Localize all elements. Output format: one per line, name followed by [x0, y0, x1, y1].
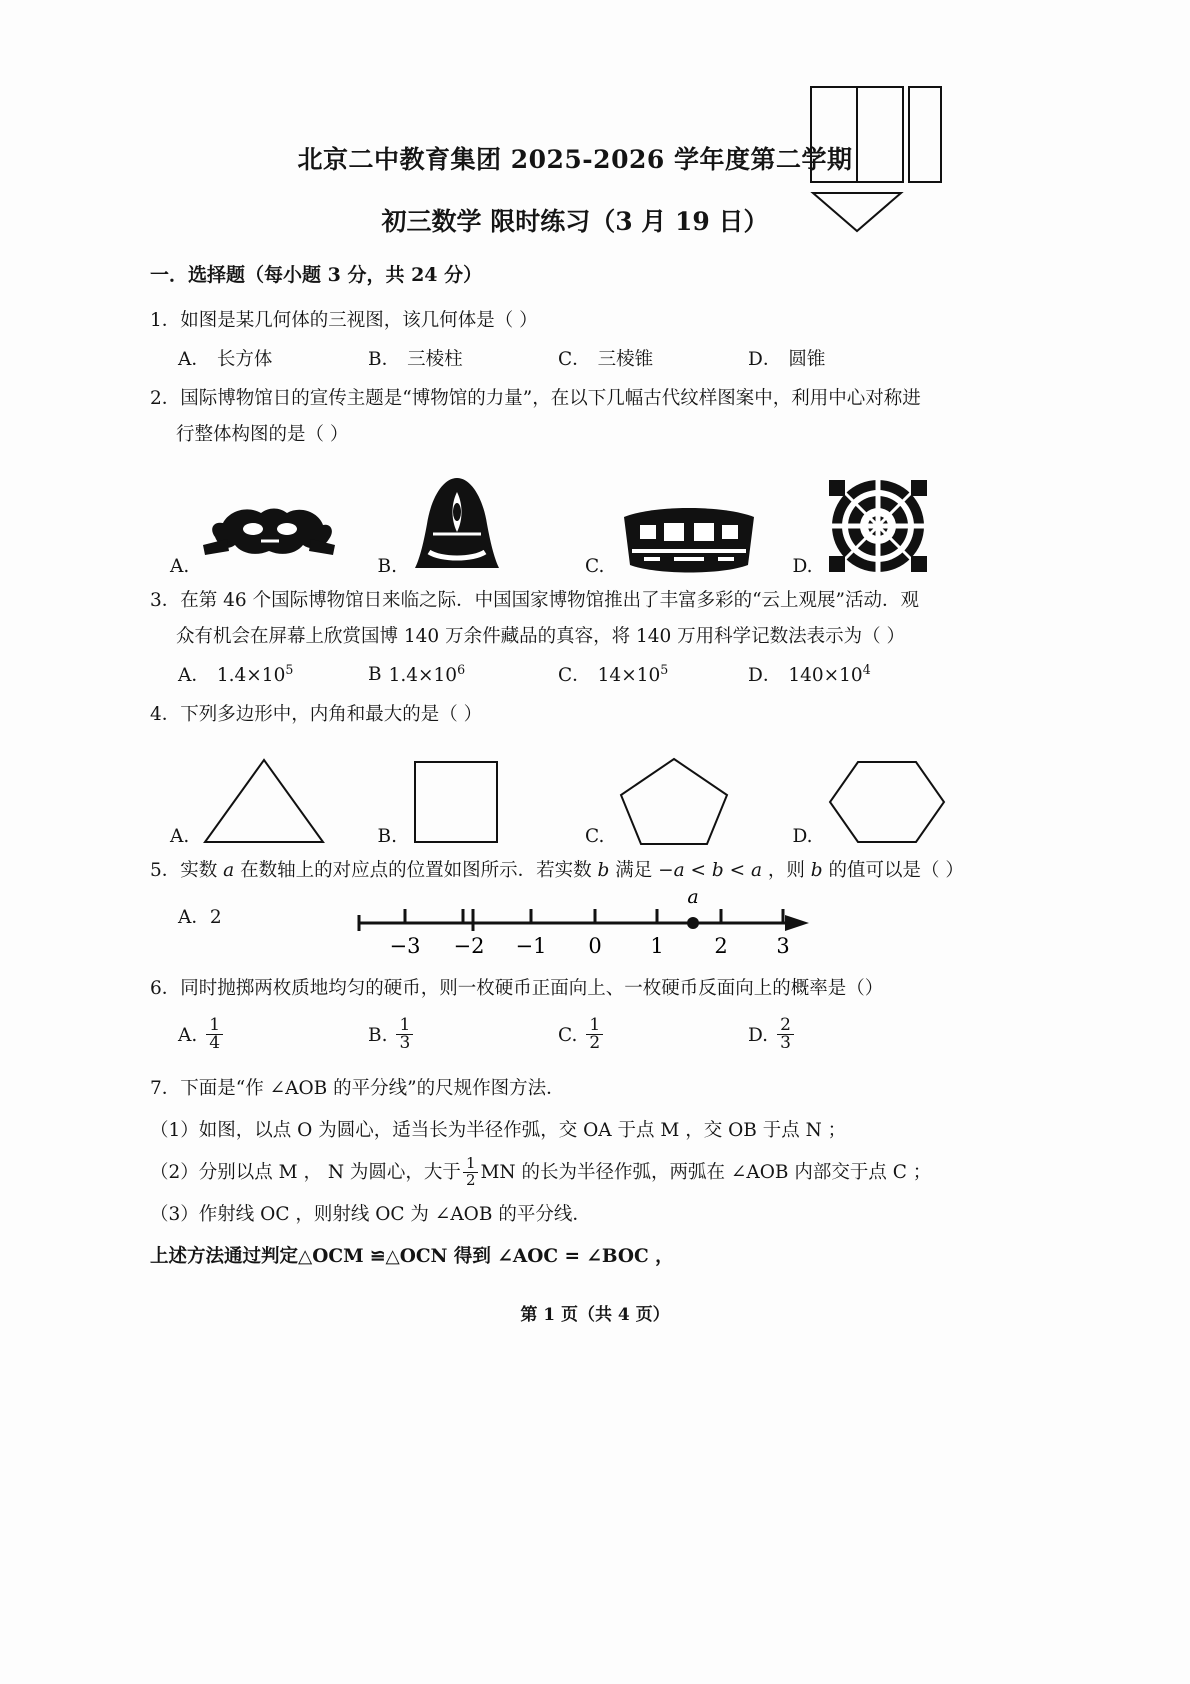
option-6-B[interactable] [368, 1014, 558, 1054]
question-4-options [150, 739, 1000, 849]
question-5-var-b1: b [597, 860, 610, 882]
question-5-var-b2: b [810, 860, 823, 882]
option-3-A-label: A． [178, 665, 210, 687]
option-4-D[interactable] [793, 754, 1001, 849]
question-1-stem: 如图是某几何体的三视图，该几何体是（ ） [180, 310, 538, 331]
option-6-C-fraction: $\frac{1}{2}$ [586, 1017, 603, 1053]
page-title-line1: 北京二中教育集团 2025-2026 学年度第二学期 [297, 145, 853, 174]
option-3-B-value: $1.4\times 10^6$ [388, 662, 466, 687]
option-2-A-label: A. [170, 556, 190, 578]
option-1-A[interactable] [178, 345, 368, 371]
question-3-options [150, 661, 1000, 687]
number-line-figure [345, 889, 815, 961]
question-2-stem-line2: 行整体构图的是（ ） [176, 424, 349, 446]
svg-text:−3: −3 [389, 934, 421, 959]
option-6-A-label: A. [178, 1024, 198, 1046]
option-6-B-label: B. [368, 1024, 388, 1046]
svg-text:2: 2 [714, 934, 728, 959]
option-3-B[interactable] [368, 661, 558, 687]
option-4-B-label: B. [377, 826, 397, 848]
pentagon-icon [614, 754, 739, 849]
question-6-number: 6． [150, 978, 181, 1000]
question-7-step-1: （1）如图，以点 O 为圆心，适当长为半径作弧，交 OA 于点 M ，交 OB 于点 N ； [150, 1120, 847, 1142]
option-6-D-label: D. [748, 1024, 769, 1046]
exam-sheet [150, 140, 1000, 1281]
option-6-D[interactable] [748, 1014, 938, 1054]
triangle-icon [199, 754, 329, 849]
round-pattern-icon [823, 474, 933, 579]
question-6-stem: 同时抛掷两枚质地均匀的硬币，则一枚硬币正面向上、一枚硬币反面向上的概率是（） [180, 978, 884, 1000]
option-2-C[interactable] [585, 499, 793, 579]
band-pattern-icon [614, 499, 764, 579]
option-2-D[interactable] [793, 474, 1001, 579]
option-2-A[interactable] [170, 489, 378, 579]
option-3-D-value: $140\times 10^4$ [788, 662, 871, 687]
question-4-number: 4． [150, 704, 181, 726]
option-5-A[interactable]: A．2 [178, 907, 222, 929]
option-4-C[interactable] [585, 754, 793, 849]
question-6 [150, 971, 1000, 1007]
question-5-number: 5． [150, 860, 181, 882]
section-heading-choice: 一．选择题（每小题 3 分，共 24 分） [150, 264, 483, 286]
option-4-A-label: A. [170, 826, 190, 848]
question-5-var-a1: a [223, 860, 235, 882]
option-2-B[interactable] [378, 474, 586, 579]
question-7-step-2-a: （2）分别以点 M ， N 为圆心，大于 [150, 1162, 461, 1184]
option-2-D-label: D. [792, 556, 813, 578]
option-3-A-value: $1.4\times 10^5$ [216, 662, 294, 687]
option-6-D-fraction: $\frac{2}{3}$ [777, 1017, 794, 1053]
question-7-stem: 下面是“作 ∠AOB 的平分线”的尺规作图方法． [180, 1078, 565, 1100]
option-1-D-label: D． [748, 349, 782, 371]
page-footer: 第 1 页（共 4 页） [520, 1305, 670, 1325]
option-1-C-text: 三棱锥 [597, 349, 654, 371]
option-4-B[interactable] [378, 754, 586, 849]
question-2 [150, 381, 1000, 453]
option-1-C-label: C． [558, 349, 591, 371]
question-7-step-2-b: MN 的长为半径作弧，两弧在 ∠AOB 内部交于点 C ； [480, 1162, 932, 1184]
question-1 [150, 303, 1000, 339]
svg-text:−1: −1 [515, 934, 547, 959]
question-4 [150, 697, 1000, 733]
option-3-B-label: B [368, 663, 382, 685]
question-7-half-fraction: $\frac{1}{2}$ [463, 1156, 479, 1188]
option-4-C-label: C. [585, 826, 605, 848]
question-7-number: 7． [150, 1078, 181, 1100]
option-3-A[interactable] [178, 661, 368, 687]
question-2-number: 2． [150, 388, 181, 410]
option-1-D-text: 圆锥 [788, 349, 826, 371]
option-1-B-text: 三棱柱 [407, 349, 463, 371]
question-3-number: 3． [150, 590, 181, 612]
option-1-D[interactable] [748, 345, 938, 371]
option-4-A[interactable] [170, 754, 378, 849]
page-title-line2: 初三数学 限时练习（3 月 19 日） [381, 207, 769, 236]
option-3-C-label: C． [558, 665, 591, 687]
question-7 [150, 1071, 1000, 1107]
mask-pattern-icon [199, 489, 339, 579]
question-3 [150, 583, 1000, 655]
square-icon [407, 754, 522, 849]
svg-text:3: 3 [776, 934, 790, 959]
option-6-A-fraction: $\frac{1}{4}$ [206, 1017, 223, 1053]
option-3-C[interactable] [558, 661, 748, 687]
question-7-conclusion: 上述方法通过判定△OCM ≌△OCN 得到 ∠AOC = ∠BOC ， [150, 1246, 674, 1268]
question-2-stem-line1: 国际博物馆日的宣传主题是“博物馆的力量”，在以下几幅古代纹样图案中，利用中心对称进 [180, 388, 921, 410]
option-3-C-value: $14\times 10^5$ [597, 662, 669, 687]
option-2-C-label: C. [585, 556, 605, 578]
question-1-number: 1． [150, 310, 181, 331]
question-3-stem-line1: 在第 46 个国际博物馆日来临之际．中国国家博物馆推出了丰富多彩的“云上观展”活动．观 [180, 590, 920, 612]
option-1-A-text: 长方体 [216, 349, 273, 371]
number-line-point-label: a [687, 889, 699, 909]
svg-text:1: 1 [650, 934, 664, 959]
option-1-C[interactable] [558, 345, 748, 371]
question-2-options [150, 459, 1000, 579]
question-7-step-2 [150, 1155, 1000, 1191]
option-1-B[interactable] [368, 345, 558, 371]
question-5-stem-p5: 的值可以是（ ） [822, 860, 964, 882]
svg-text:−2: −2 [453, 934, 485, 959]
question-5-inequality: −a < b < a [658, 860, 763, 882]
question-3-stem-line2: 众有机会在屏幕上欣赏国博 140 万余件藏品的真容，将 140 万用科学记数法表示为（ ） [176, 626, 906, 648]
option-6-A[interactable] [178, 1014, 368, 1054]
question-7-step-3: （3）作射线 OC ，则射线 OC 为 ∠AOB 的平分线． [150, 1204, 591, 1226]
question-5-stem-p1: 实数 [180, 860, 224, 882]
option-3-D[interactable] [748, 661, 938, 687]
option-2-B-label: B. [377, 556, 397, 578]
question-5-stem-p4: ，则 [762, 860, 811, 882]
option-6-B-fraction: $\frac{1}{3}$ [396, 1017, 413, 1053]
question-5-stem-p3: 满足 [609, 860, 659, 882]
question-6-options [150, 1014, 1000, 1054]
option-6-C-label: C. [558, 1024, 578, 1046]
bell-pattern-icon [407, 474, 507, 579]
question-5 [150, 853, 1000, 889]
option-1-B-label: B． [368, 349, 401, 371]
option-6-C[interactable] [558, 1014, 748, 1054]
question-5-stem-p2: 在数轴上的对应点的位置如图所示．若实数 [234, 860, 598, 882]
question-4-stem: 下列多边形中，内角和最大的是（ ） [180, 704, 483, 726]
hexagon-icon [823, 754, 953, 849]
svg-text:0: 0 [588, 934, 602, 959]
option-1-A-label: A． [178, 349, 210, 371]
option-4-D-label: D. [792, 826, 813, 848]
option-3-D-label: D． [748, 665, 782, 687]
question-5-figure-row [150, 889, 1000, 969]
question-1-options [150, 345, 1000, 371]
